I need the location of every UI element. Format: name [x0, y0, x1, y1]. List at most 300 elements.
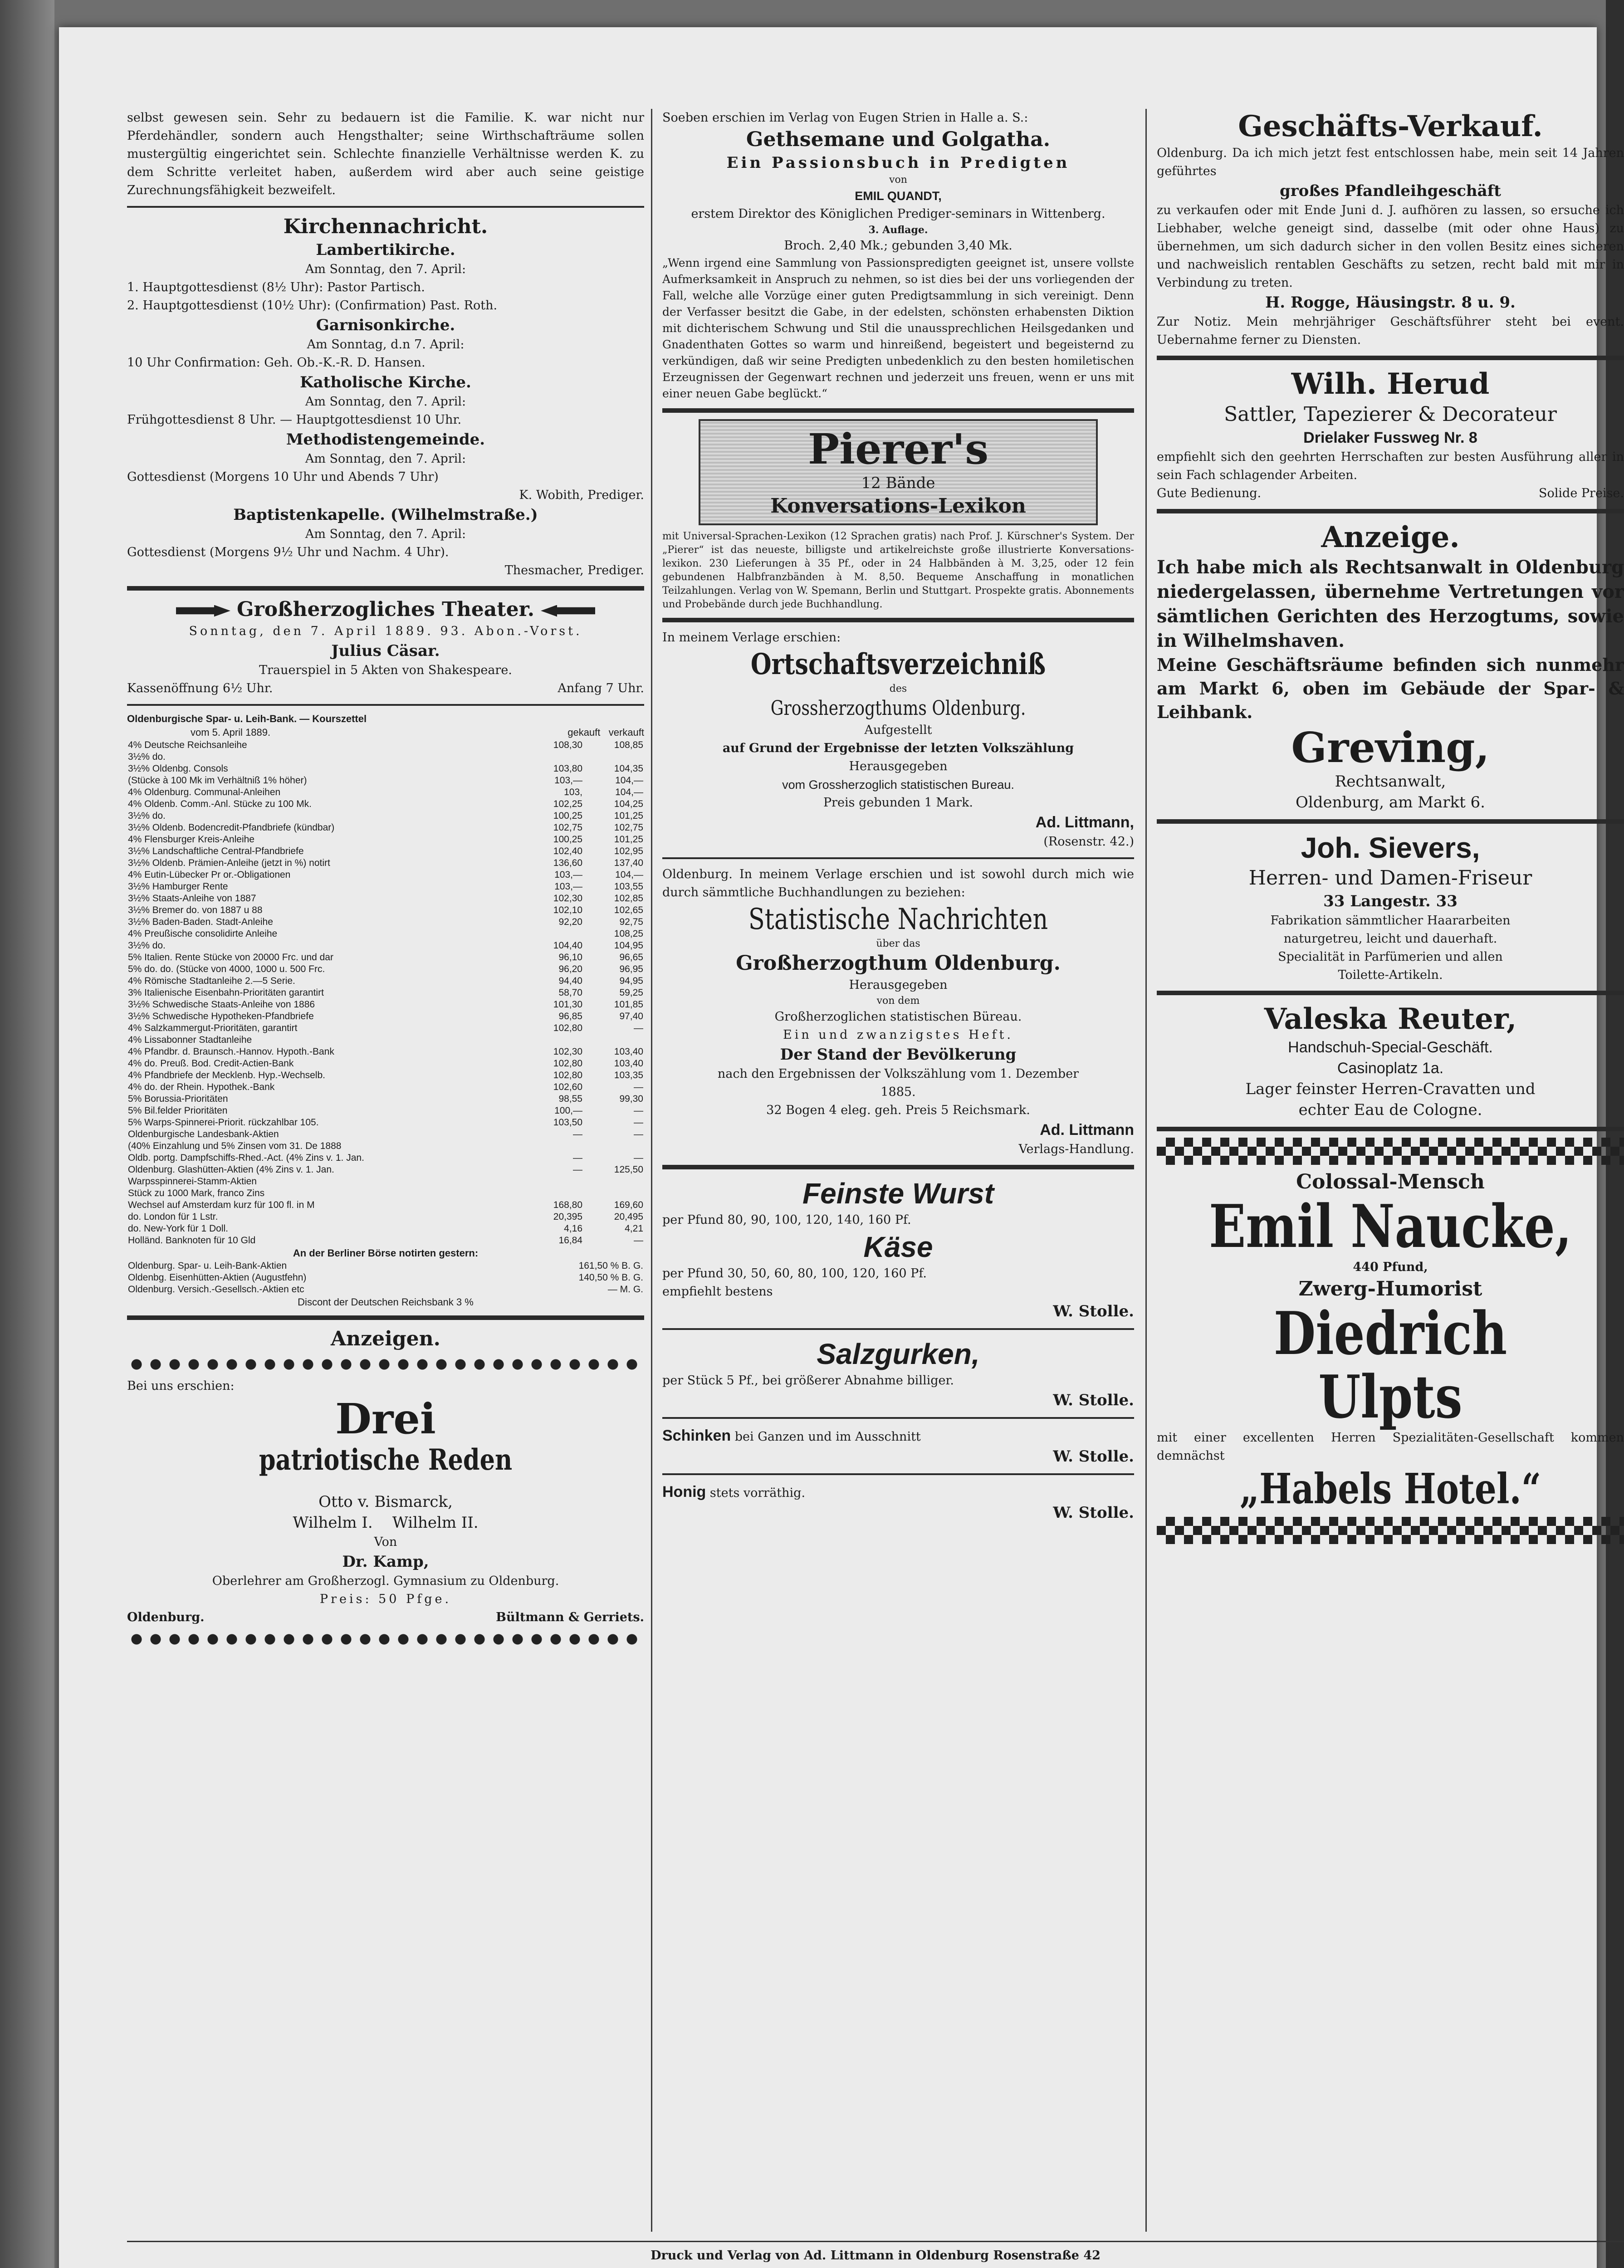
bond-sold	[583, 1140, 644, 1152]
bond-row	[127, 1152, 644, 1164]
stolle-wurst-price: per Pfund 80, 90, 100, 120, 140, 160 Pf.	[662, 1213, 911, 1227]
church-line: Thesmacher, Prediger.	[504, 563, 644, 577]
bond-sold: 125,50	[614, 1164, 643, 1175]
berlin-price: 161,50 % B. G.	[578, 1261, 643, 1271]
ortschaft-price: Preis gebunden 1 Mark.	[823, 796, 973, 810]
gv-note: Zur Notiz. Mein mehrjähriger Geschäftsführer steht bei event. Uebernahme ferner zu Diensten.	[1157, 315, 1624, 347]
reden-title: patriotische Reden	[259, 1443, 513, 1477]
bond-row	[127, 1140, 644, 1152]
bond-sold: 97,40	[619, 1011, 643, 1022]
bond-sold: 4,21	[625, 1223, 643, 1234]
bond-name: 4% Eutin-Lübecker Pr or.-Obligationen	[128, 870, 291, 880]
bond-row	[127, 893, 644, 904]
bond-name: 4% Deutsche Reichsanleihe	[128, 740, 247, 750]
stolle-honig-text: stets vorräthig.	[709, 1486, 806, 1500]
section-rule	[662, 408, 1134, 413]
section-rule	[662, 857, 1134, 859]
bond-row	[127, 1046, 644, 1058]
nauke-weight: 440 Pfund,	[1353, 1260, 1428, 1274]
bond-name: 3½% Staats-Anleihe von 1887	[128, 893, 256, 904]
bond-bought: 103,50	[553, 1117, 582, 1128]
bond-bought: 102,40	[553, 846, 582, 856]
church-baptist: Baptistenkapelle. (Wilhelmstraße.)	[233, 506, 538, 524]
bond-bought	[523, 1034, 583, 1046]
bond-table	[127, 739, 644, 1246]
bond-row	[127, 952, 644, 963]
church-garnison: Garnisonkirche.	[316, 316, 455, 334]
bond-row	[127, 775, 644, 787]
bond-row	[127, 739, 644, 751]
church-title: Kirchennachricht.	[283, 215, 488, 238]
section-rule	[1157, 819, 1624, 824]
bond-row	[127, 1081, 644, 1093]
bond-name: 3½% Bremer do. von 1887 u 88	[128, 905, 263, 915]
bond-date: vom 5. April 1889.	[191, 727, 271, 738]
bond-name: Holländ. Banknoten für 10 Gld	[128, 1235, 256, 1246]
bond-row	[127, 1034, 644, 1046]
stolle-signature: W. Stolle.	[1053, 1447, 1134, 1466]
bond-sold: 104,25	[614, 799, 643, 809]
gethsemane-subtitle: Ein Passionsbuch in Predigten	[726, 154, 1070, 172]
bond-sold: —	[634, 1105, 643, 1116]
statistik-heft: Ein und zwanzigstes Heft.	[783, 1028, 1013, 1042]
column-divider	[651, 109, 652, 2232]
church-line: K. Wobith, Prediger.	[519, 488, 644, 502]
theater-notice	[127, 597, 644, 698]
quandt-ad	[662, 109, 1134, 402]
stolle-wurst: Feinste Wurst	[802, 1177, 994, 1210]
bond-name: 4% Pfandbriefe der Mecklenb. Hyp.-Wechselb.	[128, 1070, 325, 1080]
church-line: Am Sonntag, d.n 7. April:	[307, 337, 465, 352]
bond-sold	[583, 751, 644, 763]
berlin-row	[127, 1284, 644, 1295]
pierer-lexikon: Konversations-Lexikon	[770, 494, 1026, 518]
bond-name: 3½% Schwedische Staats-Anleihe von 1886	[128, 999, 315, 1010]
gethsemane-quote: „Wenn irgend eine Sammlung von Passionspredigten geeignet ist, unsere vollste Aufmerksamkeit in Anspruch zu nehmen, so ist dies bei der uns vorliegenden der Fall, welche alle Vorzüge einer guten Predigtsammlung in sich vereinigt. Denn der Verfasser besitzt die Gabe, in der edelsten, schönsten erhabensten Diktion mit dichterischem Schwung und Stil die unaussprechlichen Heilsgedanken und Gnadenthaten Gottes so warm und hinreißend, begeistert und begeisternd zu verkündigen, daß wir seine Predigten unbedenklich zu den besten homiletischen Erzeugnissen der Gegenwart rechnen und jederzeit uns freuen, wenn er uns mit einer neuen Gabe beglückt.“	[662, 256, 1134, 400]
bond-bought: 103,—	[554, 870, 582, 880]
berlin-row	[127, 1260, 644, 1272]
reden-drei: Drei	[335, 1394, 436, 1443]
stolle-signature: W. Stolle.	[1053, 1504, 1134, 1522]
bond-bought: 102,30	[553, 1046, 582, 1057]
bond-bought	[523, 1140, 583, 1152]
bond-bought: 102,80	[553, 1070, 582, 1080]
ortschaft-des: des	[889, 683, 907, 694]
herud-address: Drielaker Fussweg Nr. 8	[1303, 429, 1477, 446]
greving-name: Greving,	[1291, 723, 1490, 772]
dot-border	[127, 1356, 644, 1373]
gethsemane-edition: 3. Auflage.	[868, 224, 928, 236]
ortschaft-address: (Rosenstr. 42.)	[1043, 835, 1134, 849]
ortschaft-ad	[662, 629, 1134, 851]
newspaper-page	[59, 27, 1624, 2268]
statistik-bureau: Großherzoglichen statistischen Büreau.	[774, 1010, 1022, 1024]
bond-bought: 92,20	[558, 917, 582, 927]
sievers-line: naturgetreu, leicht und dauerhaft.	[1283, 932, 1497, 946]
church-line: Am Sonntag, den 7. April:	[305, 527, 466, 541]
herud-tag-a: Gute Bedienung.	[1157, 486, 1262, 500]
bond-name: 4% Preußische consolidirte Anleihe	[128, 929, 278, 939]
bond-sold: 103,40	[614, 1058, 643, 1069]
bond-row	[127, 881, 644, 893]
hotel-name: „Habels Hotel.“	[1239, 1464, 1541, 1513]
bond-sold: 108,25	[614, 929, 643, 939]
bond-name: 3½% Schwedische Hypotheken-Pfandbriefe	[128, 1011, 314, 1022]
bond-name: 3½% Oldenb. Bodencredit-Pfandbriefe (kündbar)	[128, 822, 335, 833]
bond-row	[127, 975, 644, 987]
reuter-name: Valeska Reuter,	[1264, 1002, 1517, 1036]
stolle-signature: W. Stolle.	[1053, 1391, 1134, 1409]
dot-border	[127, 1631, 644, 1647]
church-line: Gottesdienst (Morgens 10 Uhr und Abends 7 Uhr)	[127, 470, 439, 484]
section-rule	[1157, 509, 1624, 513]
bond-row	[127, 928, 644, 940]
ortschaft-bureau: vom Grossherzoglich statistischen Bureau.	[782, 778, 1014, 792]
reden-names-2	[127, 1512, 644, 1533]
bond-row	[127, 751, 644, 763]
stolle-empfiehlt: empfiehlt bestens	[662, 1285, 773, 1299]
statistik-title: Statistische Nachrichten	[748, 903, 1048, 936]
herud-role: Sattler, Tapezierer & Decorateur	[1224, 403, 1557, 426]
berlin-name: Oldenburg. Versich.-Gesellsch.-Aktien etc	[128, 1284, 304, 1295]
bond-bought: 100,—	[554, 1105, 582, 1116]
bond-bought: 16,84	[558, 1235, 582, 1246]
ortschaft-land: Grossherzogthums Oldenburg.	[770, 697, 1026, 720]
stolle-ads	[662, 1176, 1134, 1523]
stolle-schinken: Schinken	[662, 1427, 731, 1444]
bond-subheader	[127, 726, 644, 739]
reuter-role: Handschuh-Special-Geschäft.	[1288, 1039, 1493, 1056]
bond-bought: 104,40	[553, 940, 582, 951]
bond-sold: 92,75	[619, 917, 643, 927]
bond-row	[127, 869, 644, 881]
gethsemane-von: von	[889, 174, 907, 186]
bond-bought: 96,85	[558, 1011, 582, 1022]
stolle-honig-row	[662, 1481, 1134, 1502]
zwerg-label: Zwerg-Humorist	[1298, 1277, 1482, 1300]
sievers-line: Fabrikation sämmtlicher Haararbeiten	[1270, 914, 1511, 928]
bond-bought: 58,70	[558, 987, 582, 998]
bond-row	[127, 1235, 644, 1246]
reden-place: Oldenburg.	[127, 1610, 205, 1624]
bond-sold: —	[634, 1117, 643, 1128]
statistik-nach: nach den Ergebnissen der Volkszählung vom 1. Dezember	[717, 1067, 1079, 1081]
bond-sold: 102,65	[614, 905, 643, 915]
stolle-signature: W. Stolle.	[1053, 1302, 1134, 1320]
church-line: Am Sonntag, den 7. April:	[305, 452, 466, 466]
statistik-ad	[662, 865, 1134, 1158]
bond-sold	[583, 1034, 644, 1046]
discount-note: Discont der Deutschen Reichsbank 3 %	[298, 1296, 474, 1308]
bond-name: 3½% Baden-Baden. Stadt-Anleihe	[128, 917, 273, 927]
statistik-year: 1885.	[880, 1085, 916, 1099]
herud-tag-b: Solide Preise.	[1539, 486, 1624, 500]
herud-name: Wilh. Herud	[1291, 367, 1490, 401]
bond-name: Oldb. portg. Dampfschiffs-Rhed.-Act. (4% Zins v. 1. Jan.	[128, 1153, 364, 1163]
reuter-line: echter Eau de Cologne.	[1298, 1101, 1482, 1119]
berlin-price: 140,50 % B. G.	[578, 1272, 643, 1283]
ortschaft-aufgestellt: Aufgestellt	[864, 723, 932, 737]
gv-text-2: zu verkaufen oder mit Ende Juni d. J. aufhören zu lassen, so ersuche ich Liebhaber, welche geneigt sind, dasselbe (mit oder ohne Haus) zu übernehmen, um sich dadurch sicher in den vollen Besitz eines sicheren und nachweislich rentablen Geschäfts zu setzen, recht bald mit mir in Verbindung zu treten.	[1157, 203, 1624, 290]
nauke-name: Emil Naucke,	[1209, 1192, 1572, 1261]
anzeigen-title: Anzeigen.	[331, 1327, 440, 1350]
bond-sold: —	[634, 1235, 643, 1246]
section-rule	[1157, 356, 1624, 360]
bond-sold: —	[634, 1153, 643, 1163]
bond-bought	[523, 751, 583, 763]
statistik-von: von dem	[876, 995, 920, 1007]
bond-name: 3½% do.	[128, 940, 166, 951]
column-left	[127, 109, 644, 2232]
section-rule	[1157, 1127, 1624, 1131]
column-middle	[662, 109, 1134, 2232]
theater-date: Sonntag, den 7. April 1889. 93. Abon.-Vorst.	[189, 624, 582, 638]
bond-row	[127, 1129, 644, 1140]
bond-col-sold: verkauft	[608, 727, 644, 738]
section-rule	[127, 206, 644, 208]
theater-genre: Trauerspiel in 5 Akten von Shakespeare.	[259, 663, 512, 677]
bond-name: 4% Pfandbr. d. Braunsch.-Hannov. Hypoth.-Bank	[128, 1046, 334, 1057]
bond-sold: 169,60	[614, 1200, 643, 1210]
pierer-illustration	[699, 419, 1098, 525]
bond-bought: 100,25	[553, 811, 582, 821]
berlin-table	[127, 1260, 644, 1295]
church-line: 10 Uhr Confirmation: Geh. Ob.-K.-R. D. Hansen.	[127, 356, 426, 370]
ortschaft-intro: In meinem Verlage erschien:	[662, 631, 841, 645]
checkered-border	[1157, 1517, 1624, 1544]
theater-heading	[127, 597, 644, 622]
bond-row	[127, 904, 644, 916]
bond-row	[127, 834, 644, 846]
bond-row	[127, 963, 644, 975]
berlin-name: Oldenburg. Spar- u. Leih-Bank-Aktien	[128, 1261, 287, 1271]
section-rule	[1157, 991, 1624, 995]
bond-row	[127, 1164, 644, 1176]
berlin-heading: An der Berliner Börse notirten gestern:	[293, 1247, 479, 1259]
bond-name: 4% do. der Rhein. Hypothek.-Bank	[128, 1082, 275, 1092]
statistik-intro: Oldenburg. In meinem Verlage erschien und ist sowohl durch mich wie durch sämmtliche Buchhandlungen zu beziehen:	[662, 867, 1134, 899]
statistik-ueber: über das	[876, 938, 920, 949]
bond-col-bought: gekauft	[567, 727, 601, 738]
bond-name: Oldenburgische Landesbank-Aktien	[128, 1129, 279, 1139]
gv-signature: H. Rogge, Häusingstr. 8 u. 9.	[1265, 293, 1516, 312]
bond-row	[127, 846, 644, 857]
bond-bought	[523, 1176, 583, 1188]
bond-name: 4% Oldenburg. Communal-Anleihen	[128, 787, 281, 797]
theater-open: Kassenöffnung 6½ Uhr.	[127, 681, 273, 695]
section-rule	[127, 1315, 644, 1320]
bond-bought: 98,55	[558, 1094, 582, 1104]
bond-sold: 103,40	[614, 1046, 643, 1057]
reuter-ad	[1157, 1002, 1624, 1120]
bond-name: 3½% Oldenb. Prämien-Anleihe (jetzt in %) notirt	[128, 858, 330, 868]
bond-name: do. New-York für 1 Doll.	[128, 1223, 228, 1234]
bond-name: 5% Borussia-Prioritäten	[128, 1094, 228, 1104]
church-line: Frühgottesdienst 8 Uhr. — Hauptgottesdienst 10 Uhr.	[127, 413, 462, 427]
statistik-stand: Der Stand der Bevölkerung	[780, 1046, 1017, 1064]
bond-name: 4% Salzkammergut-Prioritäten, garantirt	[128, 1023, 298, 1033]
church-catholic: Katholische Kirche.	[300, 373, 471, 391]
bond-name: 4% Flensburger Kreis-Anleihe	[128, 834, 254, 845]
bond-row	[127, 987, 644, 999]
bond-bought: 4,16	[564, 1223, 582, 1234]
gv-text-1: Oldenburg. Da ich mich jetzt fest entschlossen habe, mein seit 14 Jahren geführtes	[1157, 146, 1624, 178]
herud-ad	[1157, 367, 1624, 503]
bond-bought: 108,30	[553, 740, 582, 750]
bond-sold: 104,—	[615, 775, 643, 786]
church-line: Gottesdienst (Morgens 9½ Uhr und Nachm. 4 Uhr).	[127, 545, 449, 559]
book-binding	[0, 0, 54, 2268]
greving-role: Rechtsanwalt,	[1335, 772, 1446, 791]
bond-row	[127, 1070, 644, 1081]
rogge-ad	[1157, 109, 1624, 349]
bond-row	[127, 1188, 644, 1199]
bond-sold: 102,75	[614, 822, 643, 833]
bond-sold: 96,95	[619, 964, 643, 974]
bond-row	[127, 1022, 644, 1034]
section-rule	[662, 1165, 1134, 1169]
gethsemane-price: Broch. 2,40 Mk.; gebunden 3,40 Mk.	[784, 239, 1013, 253]
bond-row	[127, 1105, 644, 1117]
bond-sold	[583, 1188, 644, 1199]
bond-name: 3½% Landschaftliche Central-Pfandbriefe	[128, 846, 304, 856]
column-divider	[1145, 109, 1147, 2232]
statistik-role: Verlags-Handlung.	[1018, 1142, 1134, 1156]
church-lamberti: Lambertikirche.	[316, 241, 455, 259]
bond-row	[127, 1093, 644, 1105]
bond-row	[127, 763, 644, 775]
bond-bought: 102,80	[553, 1058, 582, 1069]
bond-bought: 94,40	[558, 976, 582, 986]
stolle-schinken-row	[662, 1425, 1134, 1446]
bond-name: 5% do. do. (Stücke von 4000, 1000 u. 500 Frc.	[128, 964, 325, 974]
bond-sold: 104,95	[614, 940, 643, 951]
gethsemane-author: EMIL QUANDT,	[855, 189, 942, 203]
bond-bought	[523, 928, 583, 940]
colossal-label: Colossal-Mensch	[1296, 1170, 1485, 1193]
strien-intro: Soeben erschien im Verlag von Eugen Strien in Halle a. S.:	[662, 111, 1028, 125]
bond-bought: 102,80	[553, 1023, 582, 1033]
ortschaft-grund: auf Grund der Ergebnisse der letzten Volkszählung	[722, 741, 1074, 755]
reden-author-role: Oberlehrer am Großherzogl. Gymnasium zu Oldenburg.	[212, 1574, 559, 1588]
bond-bought: —	[573, 1153, 582, 1163]
berlin-row	[127, 1272, 644, 1284]
bond-sold: 99,30	[619, 1094, 643, 1104]
bond-bought: 168,80	[553, 1200, 582, 1210]
bond-bought: 136,60	[553, 858, 582, 868]
bond-sold: 59,25	[619, 987, 643, 998]
bond-row	[127, 1223, 644, 1235]
bond-name: 4% Lissabonner Stadtanleihe	[128, 1035, 252, 1045]
bond-name: 3½% do.	[128, 811, 166, 821]
pointing-hand-icon	[176, 605, 230, 617]
bond-row	[127, 798, 644, 810]
section-rule	[127, 704, 644, 706]
bond-name: 4% do. Preuß. Bod. Credit-Actien-Bank	[128, 1058, 294, 1069]
bond-sold: 108,85	[614, 740, 643, 750]
bond-row	[127, 1058, 644, 1070]
bond-prices	[127, 712, 644, 1309]
gethsemane-author-role: erstem Direktor des Königlichen Prediger-seminars in Wittenberg.	[691, 207, 1105, 221]
sievers-address: 33 Langestr. 33	[1323, 892, 1458, 910]
church-line: Am Sonntag, den 7. April:	[305, 262, 466, 276]
bond-row	[127, 822, 644, 834]
theater-play: Julius Cäsar.	[331, 642, 440, 660]
bond-sold: 101,85	[614, 999, 643, 1010]
bond-sold	[583, 1176, 644, 1188]
bond-row	[127, 940, 644, 952]
imprint: Druck und Verlag von Ad. Littmann in Oldenburg Rosenstraße 42	[127, 2241, 1624, 2265]
ensemble-text: mit einer excellenten Herren Spezialitäten-Gesellschaft kommen demnächst	[1157, 1431, 1624, 1463]
reden-intro: Bei uns erschien:	[127, 1379, 235, 1393]
theater-times	[127, 679, 644, 698]
section-rule	[662, 618, 1134, 622]
bond-row	[127, 1176, 644, 1188]
bond-bought: 102,30	[553, 893, 582, 904]
bond-row	[127, 999, 644, 1011]
bond-bought: 96,20	[558, 964, 582, 974]
bond-sold: 103,35	[614, 1070, 643, 1080]
bond-sold: 137,40	[614, 858, 643, 868]
statistik-publisher: Ad. Littmann	[1040, 1121, 1134, 1139]
bond-name: Wechsel auf Amsterdam kurz für 100 fl. in M	[128, 1200, 315, 1210]
bond-row	[127, 787, 644, 798]
bond-name: 3% Italienische Eisenbahn-Prioritäten garantirt	[128, 987, 324, 998]
bond-sold: 104,35	[614, 763, 643, 774]
reden-price: Preis: 50 Pfge.	[319, 1592, 452, 1606]
bond-row	[127, 1199, 644, 1211]
bond-bought: 102,10	[553, 905, 582, 915]
bond-bought: 20,395	[553, 1212, 582, 1222]
gv-title: Geschäfts-Verkauf.	[1238, 109, 1543, 143]
bond-bought: 100,25	[553, 834, 582, 845]
anzeige-title: Anzeige.	[1321, 520, 1460, 554]
reden-publisher: Bültmann & Gerriets.	[496, 1610, 644, 1624]
gethsemane-title: Gethsemane und Golgatha.	[746, 128, 1051, 151]
pierer-volumes: 12 Bände	[861, 474, 935, 492]
bond-name: 3½% do.	[128, 752, 166, 762]
gv-subtitle: großes Pfandleihgeschäft	[1279, 182, 1502, 200]
bond-name: Stück zu 1000 Mark, franco Zins	[128, 1188, 265, 1198]
section-rule	[127, 586, 644, 591]
bond-sold: 104,—	[615, 787, 643, 797]
bond-sold: 96,65	[619, 952, 643, 963]
column-right	[1157, 109, 1624, 2232]
bond-row	[127, 916, 644, 928]
stolle-kaese-price: per Pfund 30, 50, 60, 80, 100, 120, 160 Pf.	[662, 1266, 927, 1281]
bond-bought: 103,	[564, 787, 582, 797]
bond-bought: 103,—	[554, 775, 582, 786]
stolle-schinken-text: bei Ganzen und im Ausschnitt	[734, 1430, 921, 1444]
bond-header: Oldenburgische Spar- u. Leih-Bank. — Kourszettel	[127, 713, 367, 724]
bond-name: 4% Römische Stadtanleihe 2.—5 Serie.	[128, 976, 295, 986]
pointing-hand-icon	[541, 605, 595, 617]
reden-von: Von	[374, 1535, 397, 1549]
berlin-name: Oldenbg. Eisenhütten-Aktien (Augustfehn)	[128, 1272, 307, 1283]
bond-sold: 102,85	[614, 893, 643, 904]
bond-sold: 101,25	[614, 834, 643, 845]
section-rule	[662, 1328, 1134, 1330]
church-line: 1. Hauptgottesdienst (8½ Uhr): Pastor Partisch.	[127, 280, 425, 294]
reden-ad	[127, 1326, 644, 1647]
bond-bought: 102,25	[553, 799, 582, 809]
bond-row	[127, 810, 644, 822]
herud-text: empfiehlt sich den geehrten Herrschaften zur besten Ausführung aller in sein Fach schlagender Arbeiten.	[1157, 450, 1624, 482]
checkered-border	[1157, 1138, 1624, 1165]
reden-publisher-row	[127, 1608, 644, 1627]
bond-bought: 96,10	[558, 952, 582, 963]
bond-bought	[523, 1188, 583, 1199]
